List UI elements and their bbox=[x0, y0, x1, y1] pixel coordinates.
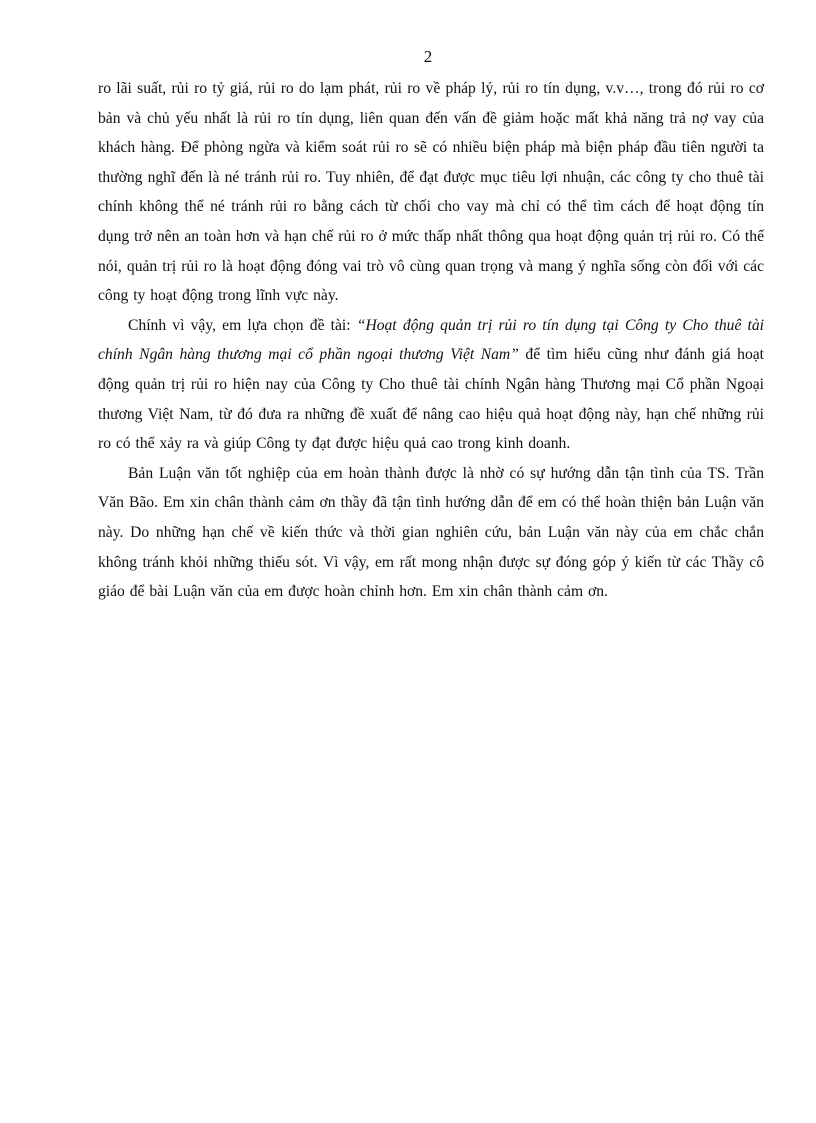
topic-purpose-text: để tìm hiểu cũng như đánh giá hoạt động quản trị rủi ro hiện nay của Công ty Cho thuê tài chính Ngân hàng Thương mại Cổ phần Ngoại thương Việt Nam, từ đó đưa ra những đề xuất để nâng cao hiệu quả hoạt động này, hạn chế những rủi ro có thể xảy ra và giúp Công ty đạt được hiệu quả cao trong kinh doanh. bbox=[98, 346, 764, 453]
paragraph-thesis-topic bbox=[98, 311, 764, 459]
paragraph-risk-overview: ro lãi suất, rủi ro tỷ giá, rủi ro do lạm phát, rủi ro về pháp lý, rủi ro tín dụng, v.v…, trong đó rủi ro cơ bản và chủ yếu nhất là rủi ro tín dụng, liên quan đến vấn đề giảm hoặc mất khả năng trả nợ vay của khách hàng. Để phòng ngừa và kiểm soát rủi ro sẽ có nhiều biện pháp mà biện pháp đầu tiên người ta thường nghĩ đến là né tránh rủi ro. Tuy nhiên, để đạt được mục tiêu lợi nhuận, các công ty cho thuê tài chính không thể né tránh rủi ro bằng cách từ chối cho vay mà chỉ có thể tìm cách để hoạt động tín dụng trở nên an toàn hơn và hạn chế rủi ro ở mức thấp nhất thông qua hoạt động quản trị rủi ro. Có thể nói, quản trị rủi ro là hoạt động đóng vai trò vô cùng quan trọng và mang ý nghĩa sống còn đối với các công ty hoạt động trong lĩnh vực này. bbox=[98, 80, 764, 305]
paragraph-acknowledgement: Bản Luận văn tốt nghiệp của em hoàn thành được là nhờ có sự hướng dẫn tận tình của TS. Trần Văn Bão. Em xin chân thành cảm ơn thầy đã tận tình hướng dẫn để em có thể hoàn thiện bản Luận văn này. Do những hạn chế về kiến thức và thời gian nghiên cứu, bản Luận văn này của em chắc chắn không tránh khỏi những thiếu sót. Vì vậy, em rất mong nhận được sự đóng góp ý kiến từ các Thầy cô giáo để bài Luận văn của em được hoàn chỉnh hơn. Em xin chân thành cảm ơn. bbox=[98, 464, 764, 601]
page-number: 2 bbox=[423, 47, 433, 66]
thesis-title: “Hoạt động quản trị rủi ro tín dụng tại Công ty Cho thuê tài chính Ngân hàng thương mại cổ phần ngoại thương Việt Nam” bbox=[98, 316, 765, 364]
document-body bbox=[98, 74, 764, 607]
topic-intro-text: Chính vì vậy, em lựa chọn đề tài: bbox=[128, 316, 357, 334]
